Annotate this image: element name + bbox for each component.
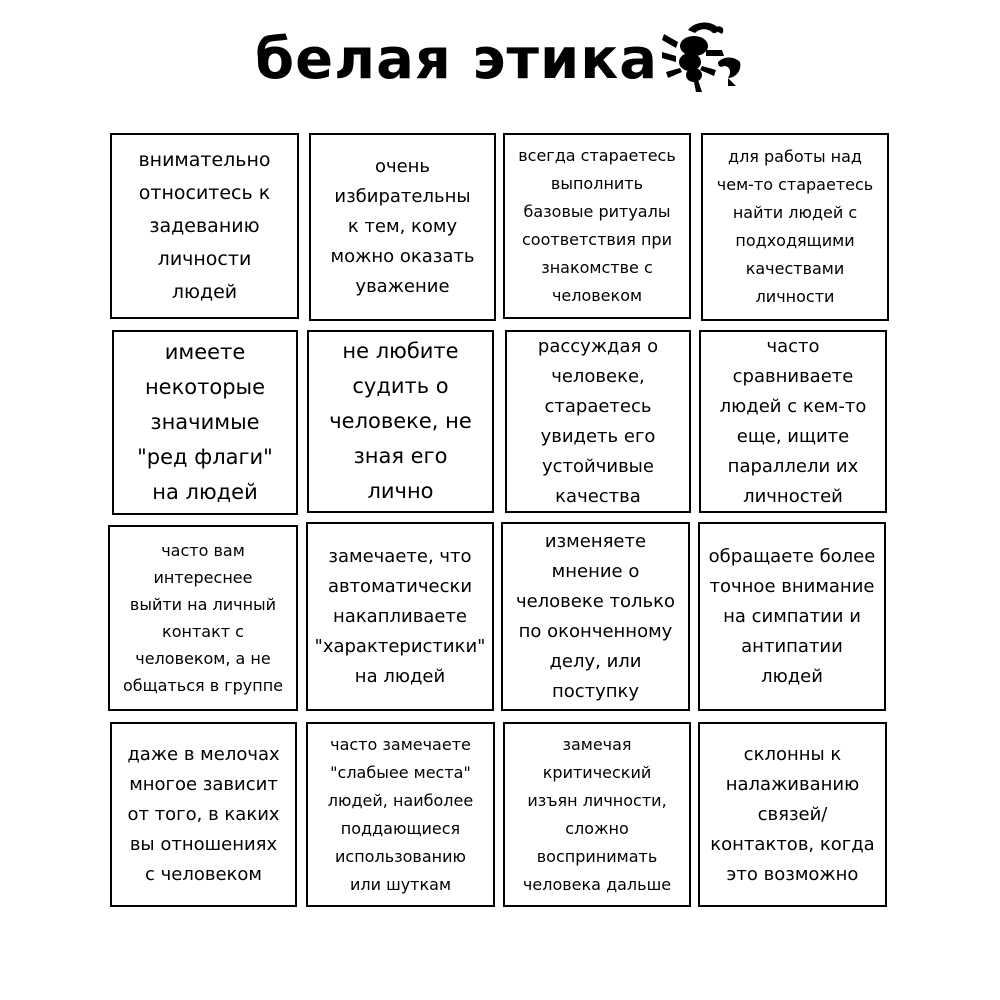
page-title: белая этика (255, 27, 659, 92)
bingo-cell: имеете некоторые значимые "ред флаги" на людей (112, 330, 298, 515)
bingo-cell: очень избирательны к тем, кому можно оказать уважение (309, 133, 496, 321)
bingo-cell: замечаете, что автоматически накапливаете "характеристики" на людей (306, 522, 494, 711)
bingo-cell: даже в мелочах многое зависит от того, в каких вы отношениях с человеком (110, 722, 297, 907)
bingo-cell: всегда стараетесь выполнить базовые ритуалы соответствия при знакомстве с человеком (503, 133, 691, 319)
scorpion-icon (658, 20, 744, 96)
bingo-cell: часто сравниваете людей с кем-то еще, ищите параллели их личностей (699, 330, 887, 513)
bingo-cell: изменяете мнение о человеке только по оконченному делу, или поступку (501, 522, 690, 711)
bingo-cell: часто вам интереснее выйти на личный контакт с человеком, а не общаться в группе (108, 525, 298, 711)
bingo-cell: внимательно относитесь к задеванию личности людей (110, 133, 299, 319)
bingo-cell: обращаете более точное внимание на симпатии и антипатии людей (698, 522, 886, 711)
bingo-cell: рассуждая о человеке, стараетесь увидеть его устойчивые качества (505, 330, 691, 513)
bingo-cell: склонны к налаживанию связей/ контактов, когда это возможно (698, 722, 887, 907)
bingo-cell: замечая критический изъян личности, сложно воспринимать человека дальше (503, 722, 691, 907)
bingo-cell: для работы над чем-то стараетесь найти людей с подходящими качествами личности (701, 133, 889, 321)
bingo-cell: не любите судить о человеке, не зная его лично (307, 330, 494, 513)
bingo-cell: часто замечаете "слабыее места" людей, наиболее поддающиеся использованию или шуткам (306, 722, 495, 907)
